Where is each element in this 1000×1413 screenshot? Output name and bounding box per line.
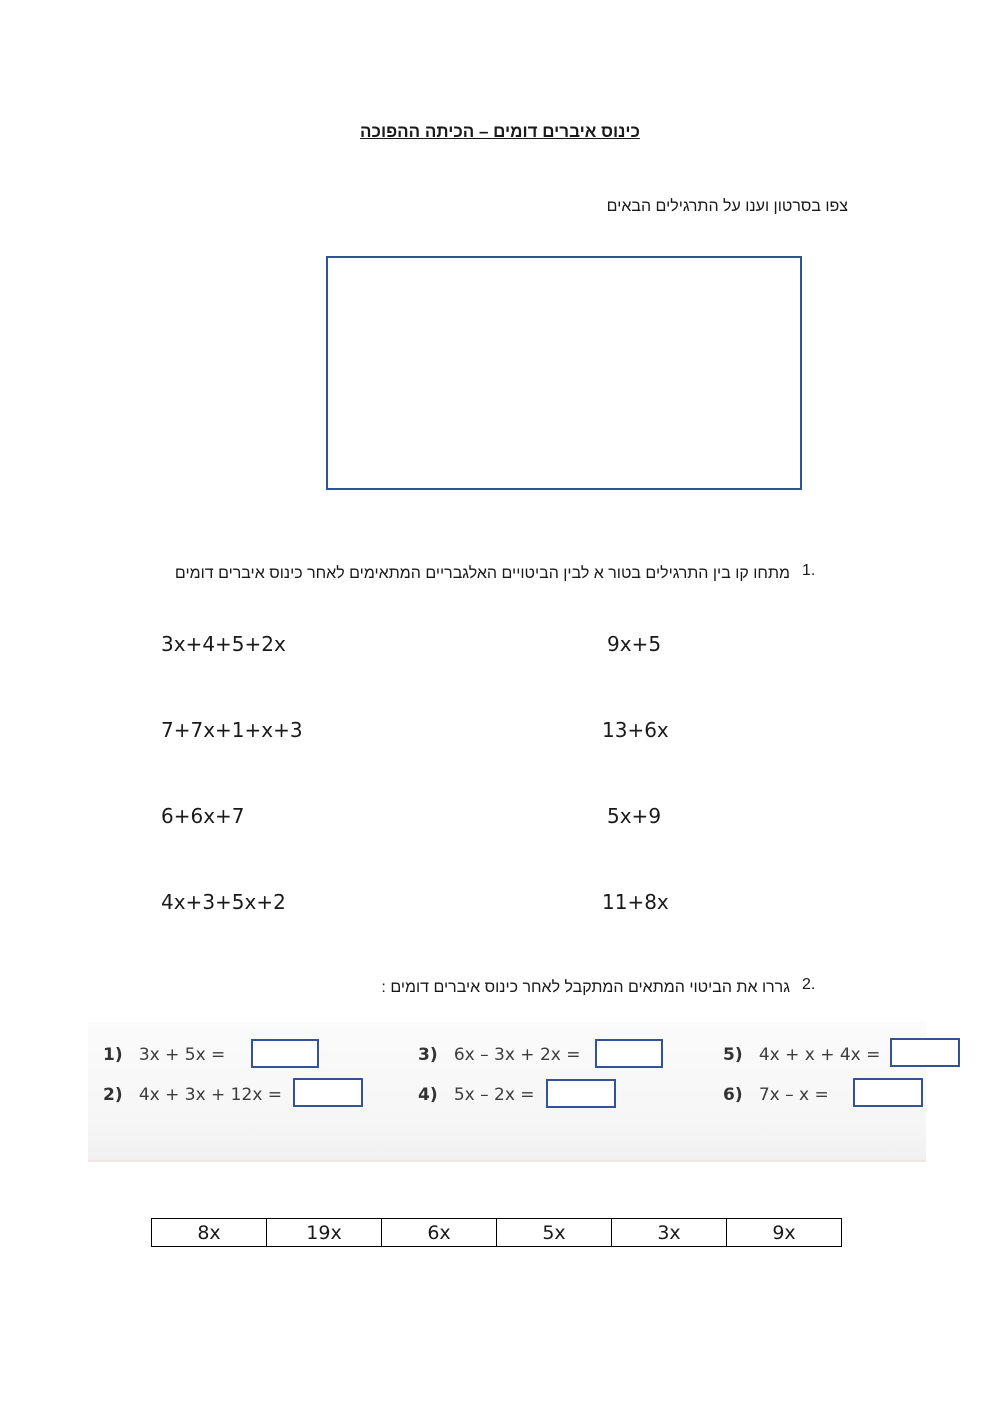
page-title: כינוס איברים דומים – הכיתה ההפוכה — [360, 122, 640, 141]
exercise-6-number: 6) — [723, 1085, 743, 1105]
exercise-3 — [418, 1045, 580, 1065]
drop-box-3[interactable] — [595, 1039, 663, 1068]
exercise-2-expression: 4x + 3x + 12x = — [138, 1085, 283, 1105]
answer-tile-3[interactable]: 6x — [382, 1219, 497, 1247]
exercise-3-expression: 6x – 3x + 2x = — [453, 1045, 581, 1065]
exercise-4-number: 4) — [418, 1085, 438, 1105]
right-expression-4: 11+8x — [602, 890, 669, 914]
left-expression-2: 7+7x+1+x+3 — [161, 718, 303, 742]
drop-box-5[interactable] — [890, 1038, 960, 1067]
exercise-1-number: 1) — [103, 1045, 123, 1065]
question1-number: 1. — [802, 562, 816, 579]
question2-text: גררו את הביטוי המתאים המתקבל לאחר כינוס איברים דומים : — [381, 979, 790, 996]
exercise-4-expression: 5x – 2x = — [453, 1085, 535, 1105]
question2-number: 2. — [802, 976, 816, 993]
exercise-1-expression: 3x + 5x = — [138, 1045, 226, 1065]
answer-bank — [151, 1218, 842, 1247]
exercise-4 — [418, 1085, 535, 1105]
instruction-text: צפו בסרטון וענו על התרגילים הבאים — [606, 198, 848, 215]
exercise-2-number: 2) — [103, 1085, 123, 1105]
video-embed-box[interactable] — [326, 256, 802, 490]
exercise-2 — [103, 1085, 282, 1105]
left-expression-3: 6+6x+7 — [161, 804, 245, 828]
drop-box-1[interactable] — [251, 1039, 319, 1068]
answer-tile-2[interactable]: 19x — [267, 1219, 382, 1247]
answer-tile-6[interactable]: 9x — [727, 1219, 842, 1247]
exercise-3-number: 3) — [418, 1045, 438, 1065]
right-expression-3: 5x+9 — [607, 804, 662, 828]
drop-box-6[interactable] — [853, 1078, 923, 1107]
drop-box-2[interactable] — [293, 1078, 363, 1107]
exercise-6-expression: 7x – x = — [758, 1085, 829, 1105]
right-expression-1: 9x+5 — [607, 632, 662, 656]
exercise-5-number: 5) — [723, 1045, 743, 1065]
answer-tile-4[interactable]: 5x — [497, 1219, 612, 1247]
exercise-6 — [723, 1085, 829, 1105]
answer-tile-5[interactable]: 3x — [612, 1219, 727, 1247]
exercise-1 — [103, 1045, 225, 1065]
answer-tile-1[interactable]: 8x — [152, 1219, 267, 1247]
question1-text: מתחו קו בין התרגילים בטור א לבין הביטויים האלגבריים המתאימים לאחר כינוס איברים דומים — [174, 565, 790, 582]
right-expression-2: 13+6x — [602, 718, 669, 742]
left-expression-1: 3x+4+5+2x — [161, 632, 286, 656]
exercise-5 — [723, 1045, 880, 1065]
drop-box-4[interactable] — [546, 1079, 616, 1108]
left-expression-4: 4x+3+5x+2 — [161, 890, 286, 914]
exercise-5-expression: 4x + x + 4x = — [758, 1045, 881, 1065]
